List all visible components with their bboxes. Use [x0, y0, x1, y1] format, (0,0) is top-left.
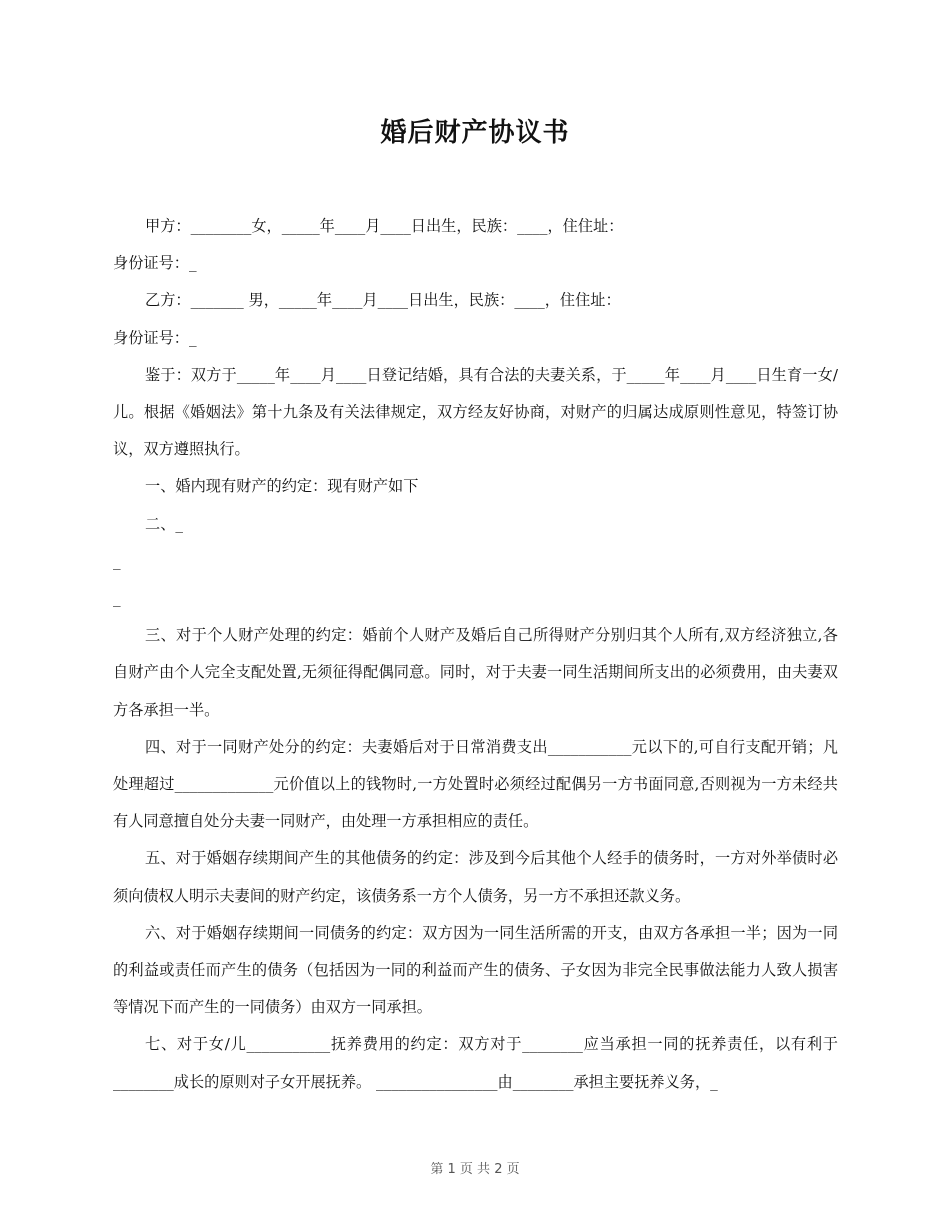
document-title: 婚后财产协议书	[380, 118, 570, 148]
clause-3: 三、对于个人财产处理的约定：婚前个人财产及婚后自己所得财产分别归其个人所有,双方经济独立,各自财产由个人完全支配处置,无须征得配偶同意。同时，对于夫妻一同生活期间所支出的必须费用，由夫妻双方各承担一半。	[113, 626, 838, 719]
preamble-paragraph: 鉴于：双方于_____年____月____日登记结婚，具有合法的夫妻关系，于_____年____月____日生育一女/儿。根据《婚姻法》第十九条及有关法律规定，双方经友好协商，对财产的归属达成原则性意见，特签订协议，双方遵照执行。	[113, 365, 838, 459]
clause-4: 四、对于一同财产处分的约定：夫妻婚后对于日常消费支出___________元以下的,可自行支配开销；凡处理超过_____________元价值以上的钱物时,一方处置时必须经过配偶另一方书面同意,否则视为一方未经共有人同意擅自处分夫妻一同财产，由处理一方承担相应的责任。	[113, 737, 838, 831]
blank-line: _	[113, 551, 121, 570]
clause-7: 七、对于女/儿___________抚养费用的约定：双方对于________应当承担一同的抚养责任，以有利于________成长的原则对子女开展抚养。 ________________由________承担主要抚养义务，_	[113, 1035, 838, 1091]
clause-1: 一、婚内现有财产的约定：现有财产如下	[145, 477, 419, 496]
party-a-line: 甲方：________女，_____年____月____日出生，民族：____，住住址：	[145, 217, 624, 235]
clause-5: 五、对于婚姻存续期间产生的其他债务的约定：涉及到今后其他个人经手的债务时，一方对外举债时必须向债权人明示夫妻间的财产约定，该债务系一方个人债务，另一方不承担还款义务。	[113, 849, 838, 905]
party-a-id-line: 身份证号：_	[113, 254, 197, 273]
party-b-line: 乙方：_______ 男，_____年____月____日出生，民族：____，住住址：	[145, 291, 621, 310]
page-footer: 第 1 页 共 2 页	[430, 1162, 520, 1177]
clause-2: 二、_	[145, 514, 183, 533]
clause-6: 六、对于婚姻存续期间一同债务的约定：双方因为一同生活所需的开支，由双方各承担一半；因为一同的利益或责任而产生的债务（包括因为一同的利益而产生的债务、子女因为非完全民事做法能力人致人损害等情况下而产生的一同债务）由双方一同承担。	[113, 923, 838, 1017]
document-body	[113, 208, 838, 1101]
blank-line: _	[113, 589, 121, 608]
party-b-id-line: 身份证号：_	[113, 328, 197, 347]
